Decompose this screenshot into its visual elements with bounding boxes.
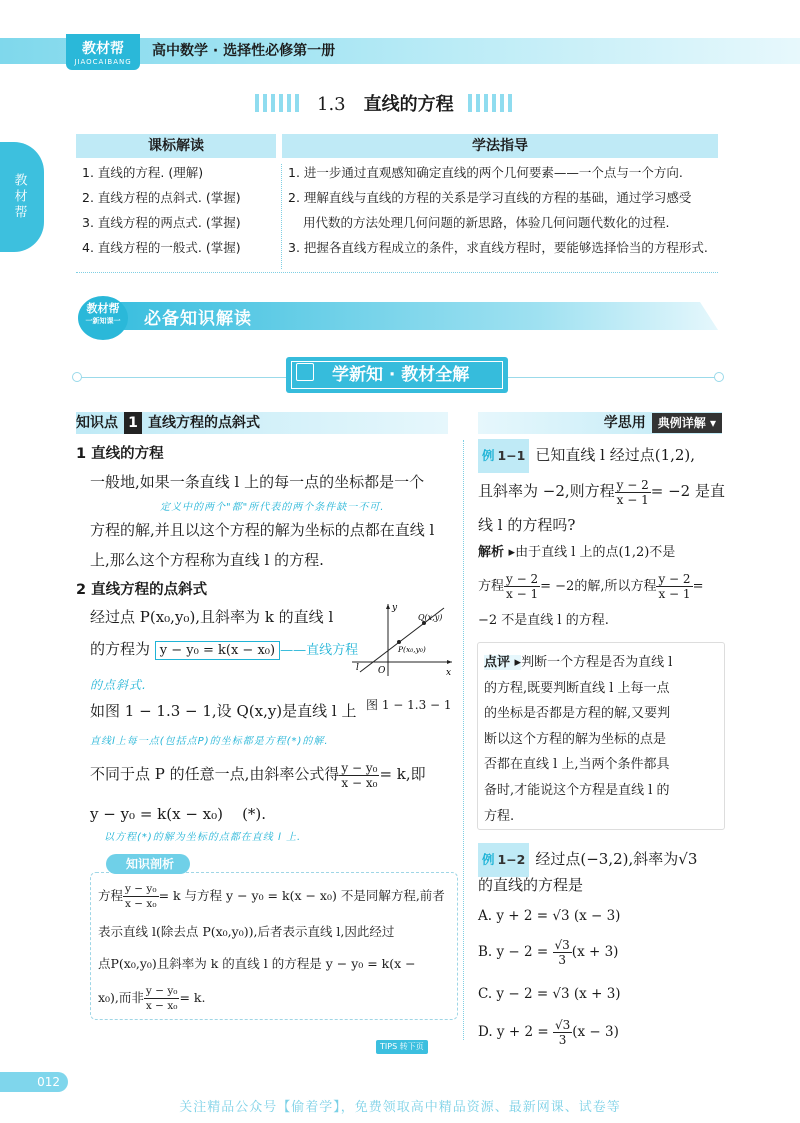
stripes-decoration bbox=[468, 94, 516, 117]
fraction: $\frac{y - 2}{x - 1}$ bbox=[658, 572, 691, 601]
x-arrow bbox=[447, 660, 452, 664]
page-number: 012 bbox=[0, 1072, 68, 1092]
guide-table bbox=[76, 134, 718, 274]
choice-d: D. y + 2 = $\frac{√3}{3}(x - 3)$ bbox=[478, 1018, 619, 1047]
solution-line: 方程 $\frac{y - 2}{x - 1}= -2$的解,所以方程 $\frac{y - 2}{x - 1}=$ bbox=[478, 572, 704, 601]
example-badge: 例 1−1 bbox=[478, 439, 529, 473]
table-head-left: 课标解读 bbox=[76, 134, 276, 158]
y-label: y bbox=[392, 603, 398, 613]
tip-line: 方程 $\frac{\text{y − y₀}}{\text{x − x₀}}= k$ 与方程 y − y₀ = k(x − x₀) 不是同解方程,前者 bbox=[98, 883, 445, 910]
dot-decoration bbox=[714, 372, 724, 382]
fraction: $\frac{y - 2}{x - 1}$ bbox=[506, 572, 539, 601]
tip-line: 点P(x₀,y₀)且斜率为 k 的直线 l 的方程是 y − y₀ = k(x − bbox=[98, 956, 416, 971]
coordinate-figure bbox=[352, 600, 456, 678]
figure-caption: 图 1 − 1.3 − 1 bbox=[366, 698, 452, 712]
handwritten-note: 直线l上每一点(包括点P)的坐标都是方程(*)的解. bbox=[90, 736, 329, 747]
paragraph: 一般地,如果一条直线 l 上的每一点的坐标都是一个 bbox=[90, 473, 425, 491]
fraction: $\frac{√3}{3}$ bbox=[554, 938, 570, 967]
divider bbox=[76, 272, 718, 273]
paragraph: 不同于点 P 的任意一点,由斜率公式得 $\frac{\text{y − y₀}}{\text{x − x₀}}= k$,即 bbox=[90, 760, 426, 790]
stripes-decoration bbox=[255, 94, 303, 117]
fraction: $\frac{√3}{3}$ bbox=[554, 1018, 571, 1047]
tip-line: 表示直线 l(除去点 P(x₀,y₀)),后者表示直线 l,因此经过 bbox=[98, 924, 395, 939]
banner-title: 必备知识解读 bbox=[144, 309, 252, 329]
example-tag: 典例详解 ▾ bbox=[652, 413, 722, 433]
divider bbox=[281, 164, 282, 269]
choice-c: C. y − 2 = √3 (x + 3) bbox=[478, 986, 621, 1002]
list-item: 2. 直线方程的点斜式. (掌握) bbox=[82, 190, 241, 205]
footer-text: 关注精品公众号【偷着学】，免费领取高中精品资源、最新网课、试卷等 bbox=[179, 1100, 621, 1115]
handwritten-note: 以方程(*)的解为坐标的点都在直线 l 上. bbox=[104, 832, 302, 843]
side-tab: 教材帮 bbox=[0, 142, 44, 252]
list-item: 1. 进一步通过直观感知确定直线的两个几何要素——一个点与一个方向. bbox=[288, 165, 683, 180]
example-2: 例 1−2 经过点(−3,2),斜率为√3 bbox=[478, 842, 697, 877]
handwritten-note: 定义中的两个"都"所代表的两个条件缺一不可. bbox=[160, 502, 385, 513]
y-arrow bbox=[386, 604, 390, 609]
paragraph: 经过点 P(x₀,y₀),且斜率为 k 的直线 l bbox=[90, 608, 334, 626]
solution: 解析 ▸由于直线 l 上的点(1,2)不是 bbox=[478, 545, 676, 560]
paragraph: 的方程为 y − y₀ = k(x − x₀) ——直线方程 bbox=[90, 640, 359, 658]
list-item: 3. 把握各直线方程成立的条件，求直线方程时，要能够选择恰当的方程形式. bbox=[288, 240, 708, 255]
heading: 2 直线方程的点斜式 bbox=[76, 582, 208, 598]
practice-header: 学思用 典例详解 ▾ bbox=[478, 412, 722, 434]
list-item: 2. 理解直线与直线的方程的关系是学习直线的方程的基础，通过学习感受 bbox=[288, 190, 692, 205]
kp-number: 1 bbox=[124, 412, 142, 434]
table-right-list bbox=[288, 160, 718, 260]
list-item: 4. 直线方程的一般式. (掌握) bbox=[82, 240, 241, 255]
example-1-line: 线 l 的方程吗? bbox=[478, 516, 576, 534]
banner-badge: 教材帮 一新知课一 bbox=[78, 296, 128, 340]
fraction: $\frac{\text{y − y₀}}{\text{x − x₀}}$ bbox=[125, 883, 157, 910]
origin-label: O bbox=[378, 666, 386, 676]
solution-label: 解析 ▸ bbox=[478, 545, 516, 560]
list-item: 用代数的方法处理几何问题的新思路，体验几何问题代数化的过程. bbox=[303, 215, 670, 230]
table-left-list bbox=[82, 160, 278, 260]
handwritten-note: 的点斜式. bbox=[90, 678, 147, 692]
choice-a: A. y + 2 = √3 (x − 3) bbox=[478, 908, 621, 924]
fraction: $\frac{y - 2}{x - 1}$ bbox=[616, 477, 649, 507]
x-label: x bbox=[446, 668, 452, 678]
p-label: P(x₀,y₀) bbox=[398, 645, 426, 654]
example-badge: 例 1−2 bbox=[478, 843, 529, 877]
point-p bbox=[397, 640, 401, 644]
knowledge-point-header: 知识点 1 直线方程的点斜式 bbox=[76, 412, 448, 434]
comment-label: 点评 ▸ bbox=[484, 655, 522, 670]
handwritten-note: ——直线方程 bbox=[280, 643, 359, 658]
table-head-right: 学法指导 bbox=[282, 134, 718, 158]
solution-line: −2 不是直线 l 的方程. bbox=[478, 613, 609, 628]
paragraph: 方程的解,并且以这个方程的解为坐标的点都在直线 l bbox=[90, 521, 435, 539]
tip-line: x₀),而非 $\frac{\text{y − y₀}}{\text{x − x₀}}= k$. bbox=[98, 985, 206, 1012]
book-title: 高中数学 · 选择性必修第一册 bbox=[152, 43, 336, 59]
tip-label: 知识剖析 bbox=[106, 854, 190, 874]
list-item: 3. 直线方程的两点式. (掌握) bbox=[82, 215, 241, 230]
tips-next-button[interactable]: TIPS 转下页 bbox=[376, 1040, 428, 1054]
paragraph: 上,那么这个方程称为直线 l 的方程. bbox=[90, 551, 324, 569]
page-title: 1.3 直线的方程 bbox=[255, 90, 516, 117]
example-2-line: 的直线的方程是 bbox=[478, 876, 584, 894]
paragraph: 如图 1 − 1.3 − 1,设 Q(x,y)是直线 l 上 bbox=[90, 702, 357, 720]
line-label: l bbox=[356, 663, 359, 673]
section-banner bbox=[78, 296, 698, 336]
list-item: 1. 直线的方程. (理解) bbox=[82, 165, 204, 180]
formula-box: y − y₀ = k(x − x₀) bbox=[155, 641, 280, 660]
fraction: $\frac{\text{y − y₀}}{\text{x − x₀}}$ bbox=[341, 760, 378, 790]
choice-b: B. y − 2 = $\frac{√3}{3}(x + 3)$ bbox=[478, 938, 619, 967]
dot-decoration bbox=[72, 372, 82, 382]
example-1-line: 且斜率为 −2,则方程 $\frac{y - 2}{x - 1}= -2$ 是直 bbox=[478, 477, 725, 507]
q-label: Q(x,y) bbox=[418, 613, 443, 622]
fraction: $\frac{\text{y − y₀}}{\text{x − x₀}}$ bbox=[145, 985, 178, 1012]
learn-box: 学新知 · 教材全解 bbox=[286, 357, 508, 393]
column-divider bbox=[463, 440, 464, 1040]
heading: 1 直线的方程 bbox=[76, 446, 164, 462]
comment: 点评 ▸判断一个方程是否为直线 l 的方程,既要判断直线 l 上每一点 的坐标是否都是方程的解,又要判 断以这个方程的解为坐标的点是 否都在直线 l 上,当两个条件都具 备时,才能说这个方程是直线 l 的 方程. bbox=[484, 655, 673, 824]
equation: y − y₀ = k(x − x₀) (*). bbox=[90, 805, 267, 823]
example-1: 例 1−1 已知直线 l 经过点(1,2), bbox=[478, 438, 695, 473]
brand-logo: 教材帮 JIAOCAIBANG bbox=[66, 34, 140, 70]
